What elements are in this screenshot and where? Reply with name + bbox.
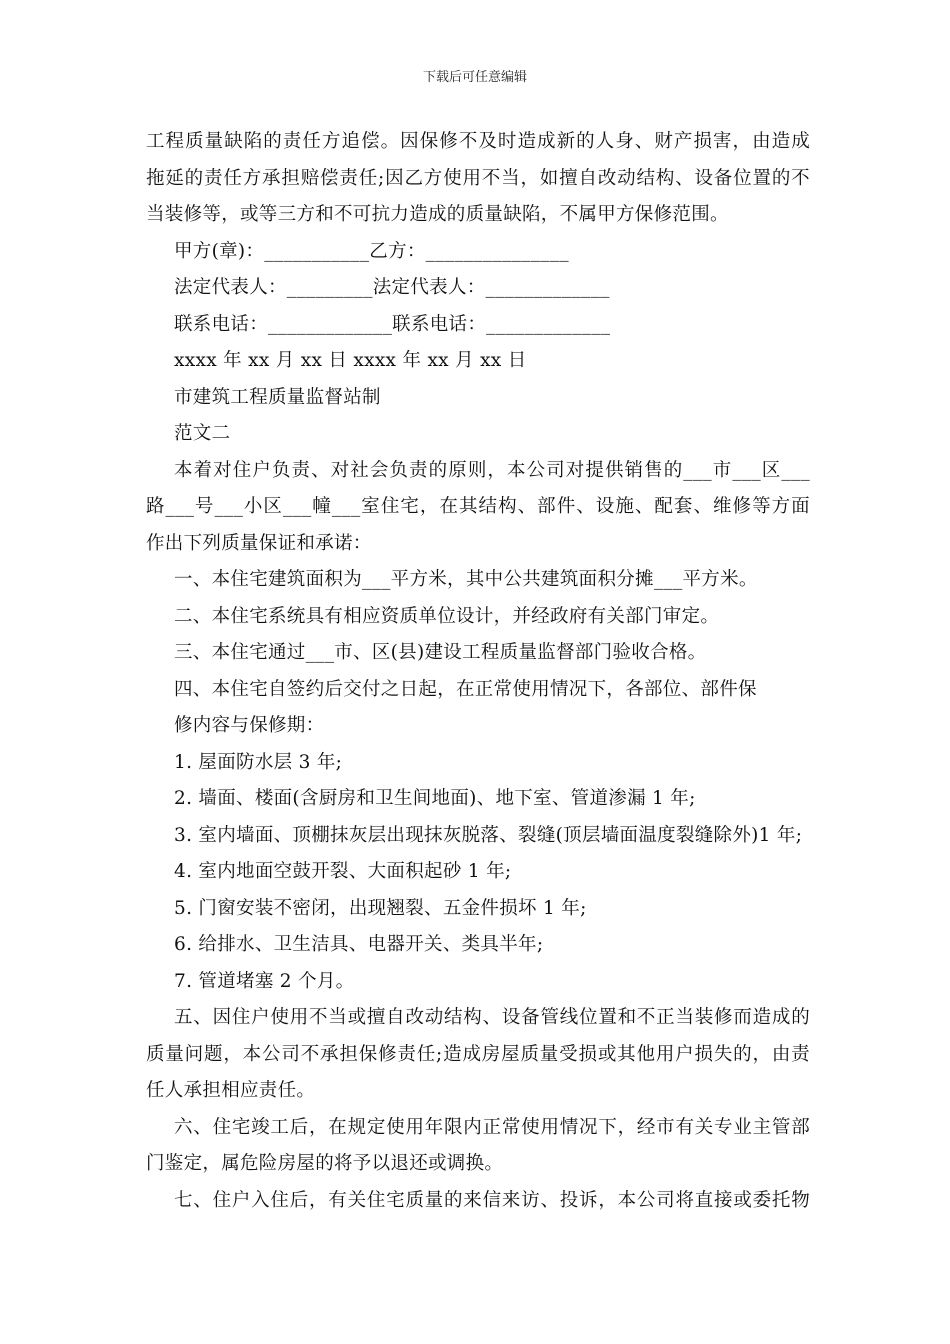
text-line: 任人承担相应责任。 (146, 1080, 316, 1101)
document-body (146, 124, 810, 1219)
text-line: 3. 室内墙面、顶棚抹灰层出现抹灰脱落、裂缝(顶层墙面温度裂缝除外)1 年; (174, 824, 803, 846)
text-line: 七、住户入住后，有关住宅质量的来信来访、投诉，本公司将直接或委托物 (174, 1189, 810, 1211)
text-line: 作出下列质量保证和承诺： (146, 532, 372, 554)
text-line: 当装修等，或等三方和不可抗力造成的质量缺陷，不属甲方保修范围。 (146, 204, 729, 225)
text-line: 一、本住宅建筑面积为___平方米，其中公共建筑面积分摊___平方米。 (174, 569, 758, 590)
text-line: 4. 室内地面空鼓开裂、大面积起砂 1 年; (174, 861, 512, 882)
text-line: 质量问题，本公司不承担保修责任;造成房屋质量受损或其他用户损失的，由责 (146, 1043, 810, 1065)
text-line: 六、住宅竣工后，在规定使用年限内正常使用情况下，经市有关专业主管部 (174, 1116, 810, 1138)
text-line: 甲方(章)：___________乙方：_______________ (174, 240, 569, 262)
text-line: 四、本住宅自签约后交付之日起，在正常使用情况下，各部位、部件保 (174, 678, 757, 700)
text-line: 本着对住户负责、对社会负责的原则，本公司对提供销售的___市___区___ (174, 459, 810, 481)
text-line: 五、因住户使用不当或擅自改动结构、设备管线位置和不正当装修而造成的 (174, 1007, 810, 1028)
text-line: 2. 墙面、楼面(含厨房和卫生间地面)、地下室、管道渗漏 1 年; (174, 788, 696, 809)
text-line: 市建筑工程质量监督站制 (174, 386, 381, 408)
text-line: 二、本住宅系统具有相应资质单位设计，并经政府有关部门审定。 (174, 605, 720, 627)
text-line: 联系电话：_____________联系电话：_____________ (174, 313, 611, 335)
text-line: 工程质量缺陷的责任方追偿。因保修不及时造成新的人身、财产损害，由造成 (146, 131, 810, 152)
text-line: 门鉴定，属危险房屋的将予以退还或调换。 (146, 1153, 504, 1174)
text-line: 路___号___小区___幢___室住宅，在其结构、部件、设施、配套、维修等方面 (146, 496, 810, 517)
text-line: 5. 门窗安装不密闭，出现翘裂、五金件损坏 1 年; (174, 897, 587, 919)
page-header: 下载后可任意编辑 (422, 70, 527, 85)
text-line: 拖延的责任方承担赔偿责任;因乙方使用不当，如擅自改动结构、设备位置的不 (146, 167, 810, 189)
text-line: 6. 给排水、卫生洁具、电器开关、类具半年; (174, 934, 544, 955)
text-line: 法定代表人：_________法定代表人：_____________ (174, 277, 610, 298)
text-line: 三、本住宅通过___市、区(县)建设工程质量监督部门验收合格。 (174, 642, 707, 663)
text-line: 修内容与保修期： (174, 715, 325, 736)
text-line: 7. 管道堵塞 2 个月。 (174, 970, 355, 992)
text-line: 1. 屋面防水层 3 年; (174, 751, 343, 773)
text-line: 范文二 (174, 423, 231, 444)
text-line: xxxx 年 xx 月 xx 日 xxxx 年 xx 月 xx 日 (174, 350, 527, 371)
